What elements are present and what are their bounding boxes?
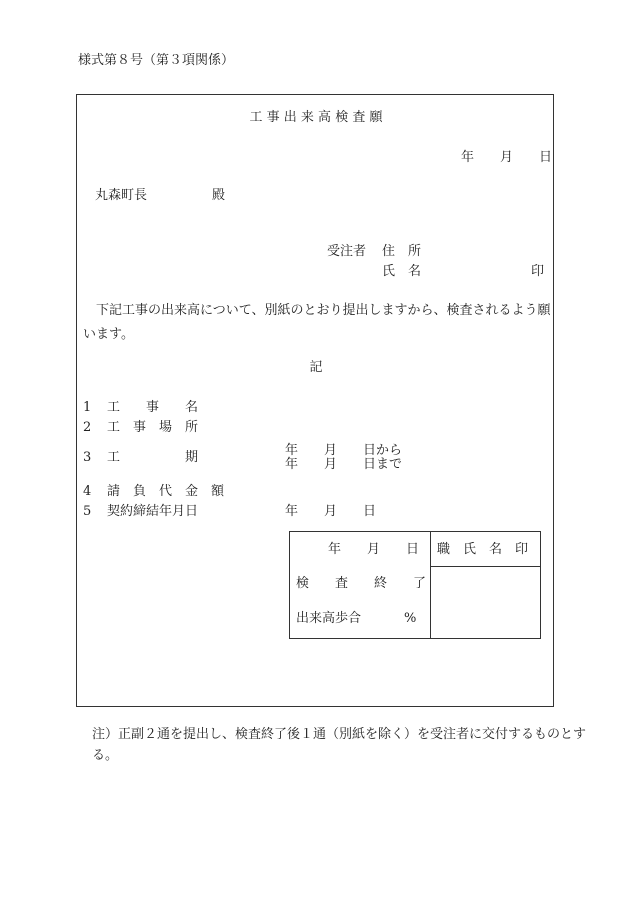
item-label: 工 事 名	[107, 400, 199, 415]
period-to: 年 月 日まで	[285, 457, 403, 472]
item-number: 1	[83, 400, 92, 415]
item-label: 請 負 代 金 額	[107, 484, 225, 499]
item-construction-site	[83, 421, 198, 434]
document-title: 工 事 出 来 高 検 査 願	[249, 110, 383, 125]
item-number: 3	[83, 450, 92, 465]
item-number: 5	[83, 504, 92, 519]
form-frame	[76, 94, 554, 707]
progress-rate-label: 出来高歩合	[296, 611, 362, 626]
submission-date: 年 月 日	[461, 150, 553, 165]
contractor-name-label: 氏 名	[382, 264, 422, 279]
item-number: 2	[83, 420, 92, 435]
inspection-done-label: 検 査 終 了	[296, 576, 427, 591]
period-from: 年 月 日から	[285, 443, 403, 458]
form-number: 様式第８号（第３項関係）	[78, 53, 235, 68]
inspection-info-cell	[290, 532, 431, 638]
inspection-date: 年 月 日	[328, 542, 420, 557]
item-contract-date	[83, 505, 198, 518]
inspection-check-table	[289, 531, 541, 639]
contractor-address-label: 住 所	[382, 244, 422, 259]
contract-date-value: 年 月 日	[285, 504, 377, 519]
item-label: 契約締結年月日	[107, 504, 199, 519]
footnote: 注）正副２通を提出し、検査終了後１通（別紙を除く）を受注者に交付するものとする。	[92, 727, 587, 763]
seal-mark: 印	[531, 264, 545, 279]
item-construction-period	[83, 451, 198, 464]
addressee: 丸森町長 殿	[95, 188, 226, 203]
item-contract-amount	[83, 485, 224, 498]
request-body-text: 下記工事の出来高について、別紙のとおり提出しますから、検査されるよう願います。	[83, 303, 551, 342]
official-header-cell	[431, 532, 540, 567]
item-label: 工 事 場 所	[107, 420, 199, 435]
item-label: 工 期	[107, 450, 199, 465]
item-construction-name	[83, 401, 198, 414]
contractor-label: 受注者	[327, 244, 367, 259]
percent-sign: %	[404, 611, 417, 626]
ki-heading: 記	[309, 360, 323, 375]
official-name-seal-header: 職 氏 名 印	[437, 542, 529, 557]
item-number: 4	[83, 484, 92, 499]
